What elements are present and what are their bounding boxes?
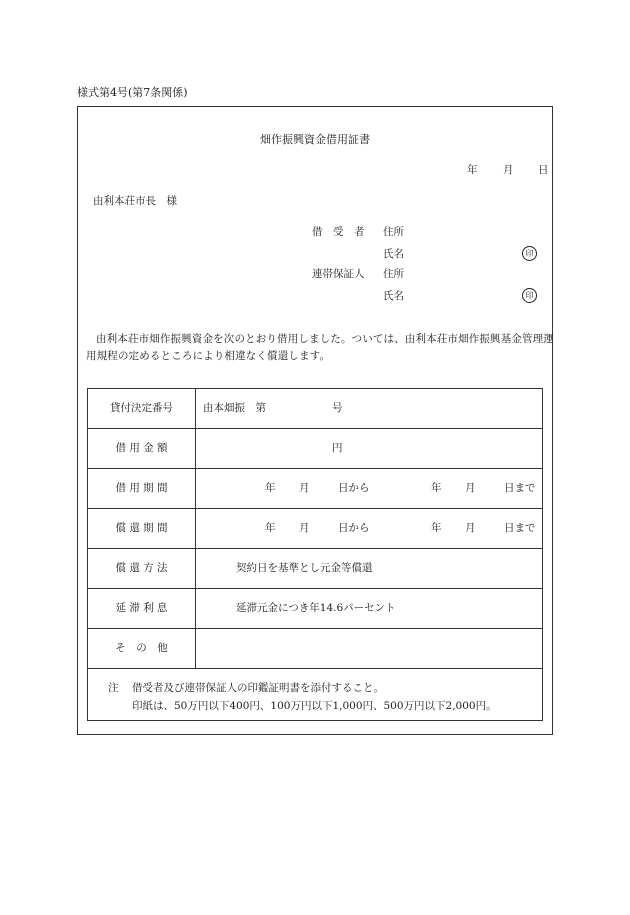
late-interest-value: 延滞元金につき年14.6パーセント: [236, 602, 396, 614]
loan-terms-table: [87, 388, 543, 721]
table-row-loan-amount: [88, 429, 542, 469]
borrower-seal-mark: 印: [522, 246, 537, 261]
table-row-loan-period: [88, 469, 542, 509]
note-line-2: 印紙は、50万円以下400円、100万円以下1,000円、500万円以下2,000円。: [132, 700, 497, 712]
loan-period-to-day: 日まで: [504, 482, 536, 494]
loan-amount-label: 借 用 金 額: [88, 429, 196, 468]
repayment-period-to-year: 年: [431, 522, 442, 534]
loan-period-from-day: 日から: [338, 482, 370, 494]
loan-amount-unit: 円: [332, 442, 343, 454]
other-label: そ の 他: [88, 629, 196, 668]
repayment-period-label: 償 還 期 間: [88, 509, 196, 548]
borrower-address-label: 住所: [383, 226, 404, 238]
repayment-period-to-month: 月: [465, 522, 476, 534]
addressee: 由利本荘市長 様: [93, 195, 177, 207]
repayment-period-from-day: 日から: [338, 522, 370, 534]
table-row-repayment-method: [88, 549, 542, 589]
loan-period-from-year: 年: [265, 482, 276, 494]
guarantor-name-label: 氏名: [383, 290, 404, 302]
decision-number-suffix: 号: [332, 402, 343, 414]
loan-period-label: 借 用 期 間: [88, 469, 196, 508]
table-row-other: [88, 629, 542, 669]
date-month-label: 月: [503, 164, 514, 176]
table-row-repayment-period: [88, 509, 542, 549]
repayment-period-to-day: 日まで: [504, 522, 536, 534]
note-line-1: 借受者及び連帯保証人の印鑑証明書を添付すること。: [132, 682, 384, 694]
borrower-name-label: 氏名: [383, 248, 404, 260]
table-row-decision-number: [88, 389, 542, 429]
decision-number-prefix: 由本畑振 第: [203, 402, 266, 414]
document-title: 畑作振興資金借用証書: [260, 133, 370, 146]
loan-period-from-month: 月: [299, 482, 310, 494]
loan-period-to-month: 月: [465, 482, 476, 494]
repayment-period-from-year: 年: [265, 522, 276, 534]
form-number-label: 様式第4号(第7条関係): [77, 86, 188, 99]
late-interest-label: 延 滞 利 息: [88, 589, 196, 628]
repayment-period-from-month: 月: [299, 522, 310, 534]
guarantor-address-label: 住所: [383, 268, 404, 280]
repayment-method-label: 償 還 方 法: [88, 549, 196, 588]
borrower-role: 借 受 者: [312, 226, 365, 238]
borrowing-statement: [86, 331, 556, 365]
loan-period-to-year: 年: [431, 482, 442, 494]
guarantor-role: 連帯保証人: [312, 268, 365, 280]
date-year-label: 年: [467, 164, 478, 176]
note-mark: 注: [108, 682, 119, 694]
repayment-method-value: 契約日を基準とし元金等償還: [236, 562, 373, 574]
statement-text: 由利本荘市畑作振興資金を次のとおり借用しました。ついては、由利本荘市畑作振興基金管理運用規程の定めるところにより相違なく償還します。: [86, 333, 554, 362]
date-day-label: 日: [538, 164, 549, 176]
table-row-late-interest: [88, 589, 542, 629]
decision-number-label: 貸付決定番号: [88, 389, 196, 428]
guarantor-seal-mark: 印: [522, 288, 537, 303]
